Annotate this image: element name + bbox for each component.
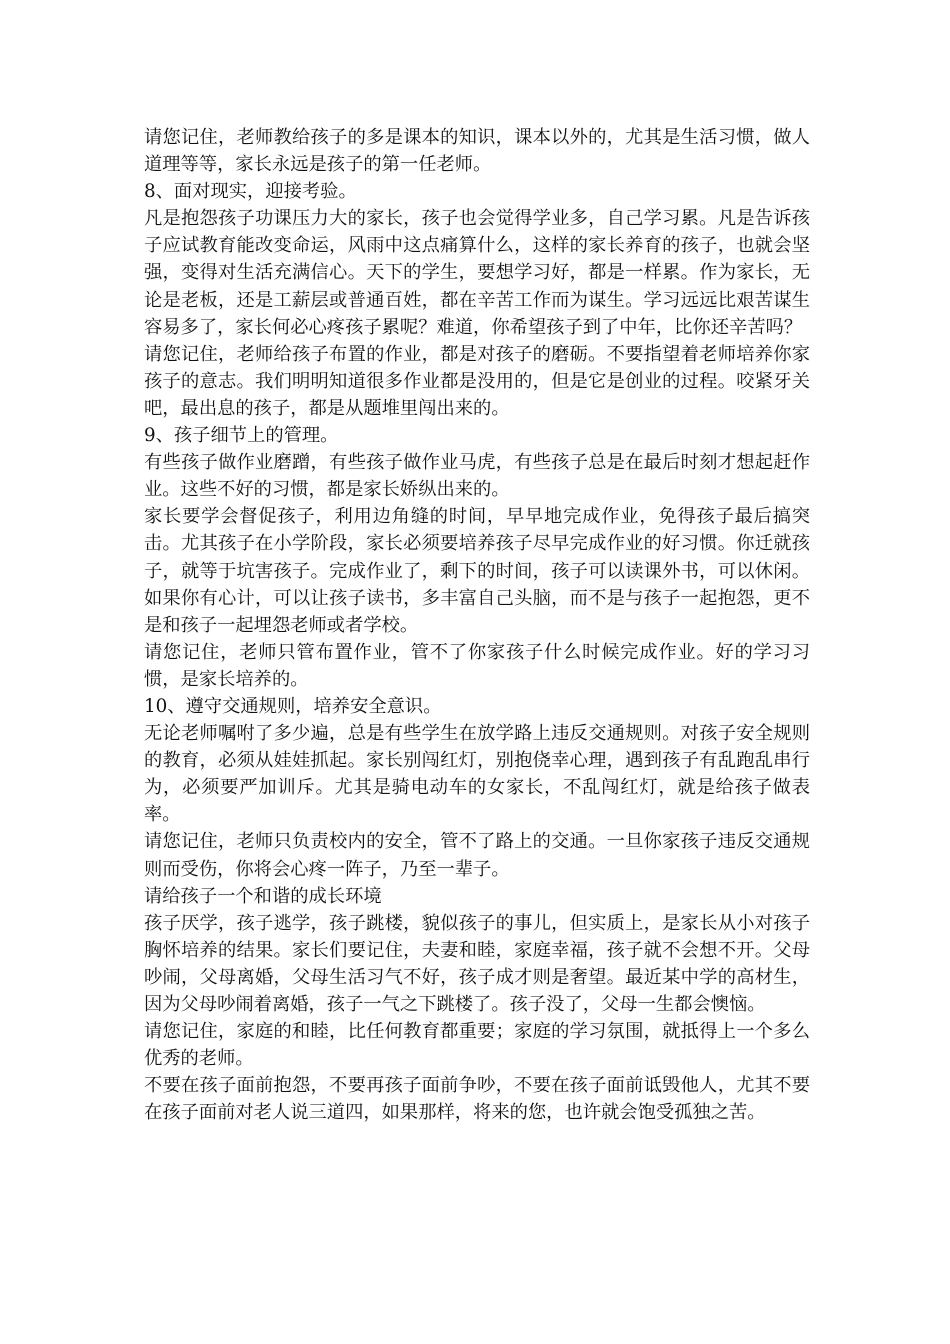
paragraph-traffic: 无论老师嘱咐了多少遍，总是有些学生在放学路上违反交通规则。对孩子安全规则的教育，必须从娃娃抓起。家长别闯红灯，别抱侥幸心理，遇到孩子有乱跑乱串行为，必须要严加训斥。尤其是骑电动车的女家长，不乱闯红灯，就是给孩子做表率。 [144, 723, 810, 826]
section-heading-10: 10、遵守交通规则，培养安全意识。 [144, 695, 442, 717]
paragraph-teacher-reminder: 请您记住，老师教给孩子的多是课本的知识，课本以外的，尤其是生活习惯，做人道理等等，家长永远是孩子的第一任老师。 [144, 127, 810, 176]
paragraph-homework-reminder: 请您记住，老师给孩子布置的作业，都是对孩子的磨砺。不要指望着老师培养你家孩子的意志。我们明明知道很多作业都是没用的，但是它是创业的过程。咬紧牙关吧，最出息的孩子，都是从题堆里闯出来的。 [144, 343, 810, 419]
paragraph-bad-habits: 有些孩子做作业磨蹭，有些孩子做作业马虎，有些孩子总是在最后时刻才想起赶作业。这些不好的习惯，都是家长娇纵出来的。 [144, 452, 810, 501]
paragraph-supervise: 家长要学会督促孩子，利用边角缝的时间，早早地完成作业，免得孩子最后搞突击。尤其孩子在小学阶段，家长必须要培养孩子尽早完成作业的好习惯。你迁就孩子，就等于坑害孩子。完成作业了，剩下的时间，孩子可以读课外书，可以休闲。如果你有心计，可以让孩子读书，多丰富自己头脑，而不是与孩子一起抱怨，更不是和孩子一起埋怨老师或者学校。 [144, 506, 810, 636]
section-heading-8: 8、面对现实，迎接考验。 [144, 181, 357, 203]
paragraph-family-harmony: 孩子厌学，孩子逃学，孩子跳楼，貌似孩子的事儿，但实质上，是家长从小对孩子胸怀培养的结果。家长们要记住，夫妻和睦，家庭幸福，孩子就不会想不开。父母吵闹，父母离婚，父母生活习气不好，孩子成才则是奢望。最近某中学的高材生，因为父母吵闹着离婚，孩子一气之下跳楼了。孩子没了，父母一生都会懊恼。 [144, 912, 810, 1015]
paragraph-safety-reminder: 请您记住，老师只负责校内的安全，管不了路上的交通。一旦你家孩子违反交通规则而受伤，你将会心疼一阵子，乃至一辈子。 [144, 831, 810, 880]
paragraph-habit-reminder: 请您记住，老师只管布置作业，管不了你家孩子什么时候完成作业。好的学习习惯，是家长培养的。 [144, 641, 810, 690]
section-heading-environment: 请给孩子一个和谐的成长环境 [144, 885, 382, 907]
paragraph-harmony-reminder: 请您记住，家庭的和睦，比任何教育都重要；家庭的学习氛围，就抵得上一个多么优秀的老师。 [144, 1021, 810, 1070]
document-body [144, 124, 810, 1126]
section-heading-9: 9、孩子细节上的管理。 [144, 425, 339, 447]
paragraph-pressure: 凡是抱怨孩子功课压力大的家长，孩子也会觉得学业多，自己学习累。凡是告诉孩子应试教育能改变命运，风雨中这点痛算什么，这样的家长养育的孩子，也就会坚强，变得对生活充满信心。天下的学生，要想学习好，都是一样累。作为家长，无论是老板，还是工薪层或普通百姓，都在辛苦工作而为谋生。学习远远比艰苦谋生容易多了，家长何必心疼孩子累呢？难道，你希望孩子到了中年，比你还辛苦吗？ [144, 208, 810, 338]
paragraph-final-advice: 不要在孩子面前抱怨，不要再孩子面前争吵，不要在孩子面前诋毁他人，尤其不要在孩子面前对老人说三道四，如果那样，将来的您，也许就会饱受孤独之苦。 [144, 1075, 810, 1124]
